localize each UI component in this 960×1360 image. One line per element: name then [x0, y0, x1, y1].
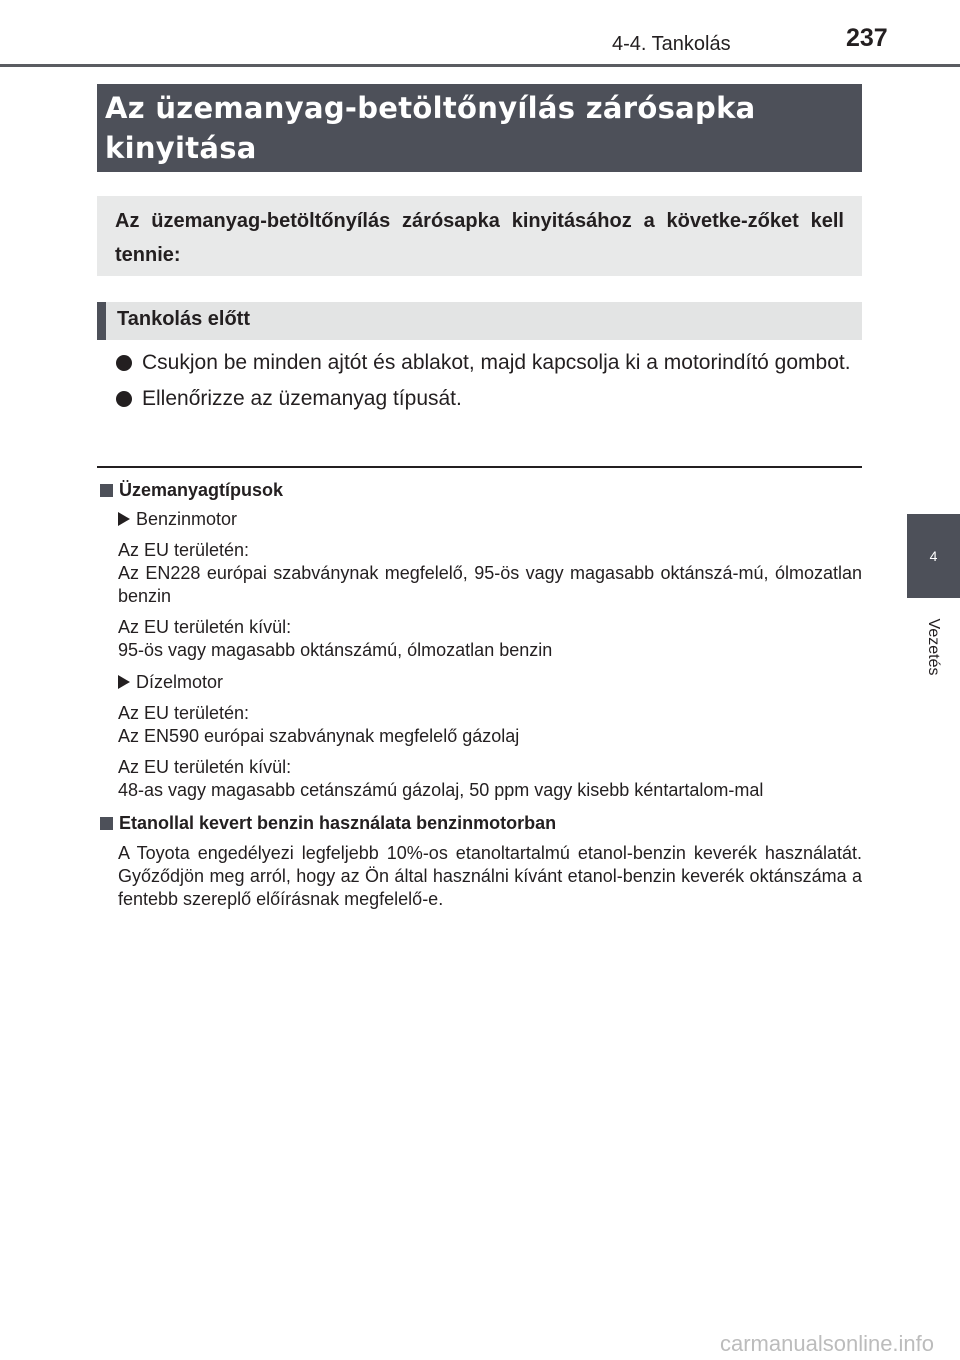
bullet-icon	[116, 355, 132, 371]
chapter-number: 4	[929, 548, 938, 564]
gasoline-eu-text: Az EN228 európai szabványnak megfelelő, 95-ös vagy magasabb oktánszá-mú, ólmozatlan benzin	[118, 563, 862, 606]
note-heading-text: Üzemanyagtípusok	[119, 480, 284, 500]
diesel-eu-label: Az EU területén:	[118, 703, 250, 723]
intro-box	[97, 196, 862, 276]
sub-item-label: Benzinmotor	[136, 509, 238, 529]
section-divider	[97, 466, 862, 468]
list-item-text: Csukjon be minden ajtót és ablakot, majd kapcsolja ki a motorindító gombot.	[142, 351, 851, 374]
watermark: carmanualsonline.info	[720, 1331, 935, 1356]
gasoline-non-eu-label: Az EU területén kívül:	[118, 617, 292, 637]
section-heading: Tankolás előtt	[97, 302, 862, 340]
ethanol-text: A Toyota engedélyezi legfeljebb 10%-os etanoltartalmú etanol-benzin keverék használatát. Győződjön meg arról, hogy az Ön által használni kívánt etanol-benzin keverék oktánszáma a fentebb szereplő előírásnak megfelelő-e.	[118, 843, 862, 909]
sub-item-gasoline	[118, 507, 862, 531]
note-heading-ethanol	[97, 810, 862, 836]
square-bullet-icon	[100, 817, 113, 830]
header-divider	[0, 64, 960, 67]
note-heading-text: Etanollal kevert benzin használata benzinmotorban	[119, 813, 557, 833]
list-item	[116, 382, 862, 416]
bullet-icon	[116, 391, 132, 407]
notes-section	[97, 477, 862, 911]
list-item-text: Ellenőrizze az üzemanyag típusát.	[142, 387, 462, 410]
section-title: 4-4. Tankolás	[612, 33, 731, 55]
intro-text: Az üzemanyag-betöltőnyílás zárósapka kinyitásához a követke-zőket kell tennie:	[115, 210, 844, 266]
triangle-arrow-icon	[118, 512, 130, 526]
sub-item-label: Dízelmotor	[136, 672, 224, 692]
bullet-list	[116, 346, 862, 418]
diesel-non-eu-label: Az EU területén kívül:	[118, 757, 292, 777]
page-title: Az üzemanyag-betöltőnyílás zárósapka kinyitása	[97, 84, 862, 172]
note-heading-fuel-types	[97, 477, 862, 503]
sub-item-diesel	[118, 670, 862, 694]
page-number: 237	[846, 24, 888, 52]
gasoline-eu-label: Az EU területén:	[118, 540, 250, 560]
chapter-tab[interactable]	[907, 514, 960, 598]
chapter-label: Vezetés	[925, 618, 942, 676]
triangle-arrow-icon	[118, 675, 130, 689]
gasoline-non-eu-text: 95-ös vagy magasabb oktánszámú, ólmozatlan benzin	[118, 640, 553, 660]
square-bullet-icon	[100, 484, 113, 497]
list-item	[116, 346, 862, 380]
diesel-eu-text: Az EN590 európai szabványnak megfelelő gázolaj	[118, 726, 520, 746]
diesel-non-eu-text: 48-as vagy magasabb cetánszámú gázolaj, 50 ppm vagy kisebb kéntartalom-mal	[118, 780, 764, 800]
